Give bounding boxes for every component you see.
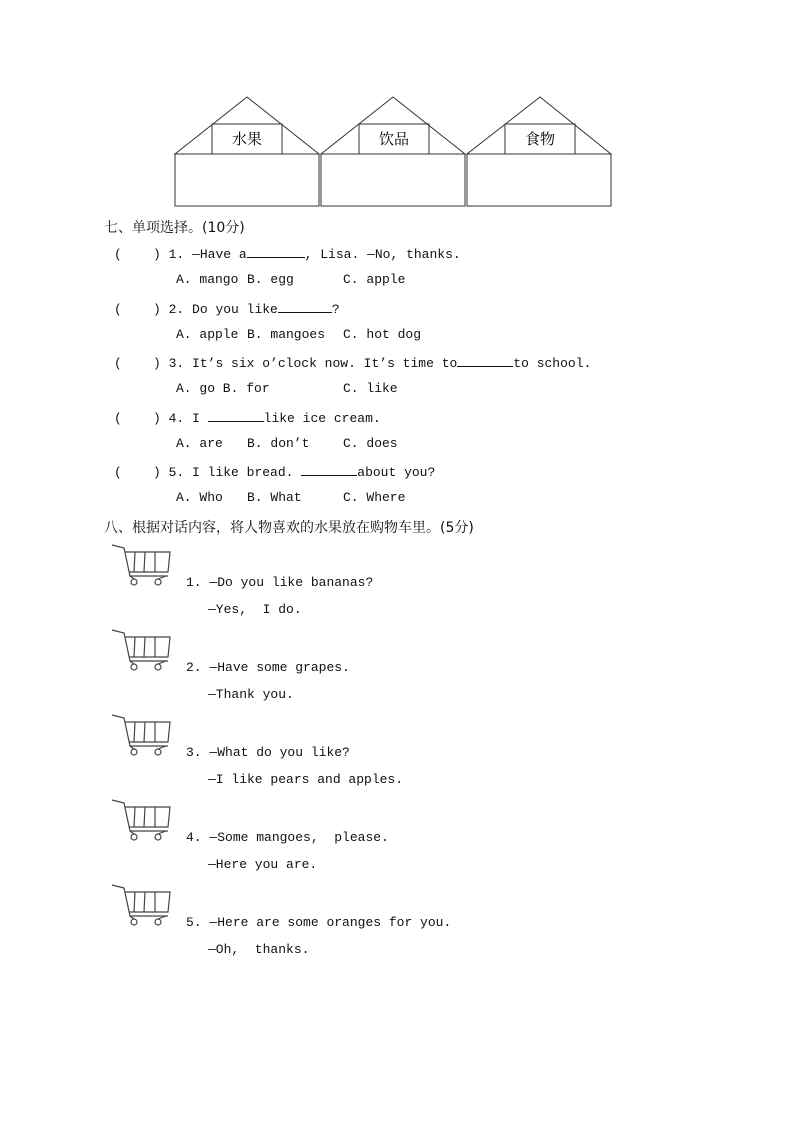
dialogue-2-line-2: —Thank you. xyxy=(208,687,294,702)
option-c: C. does xyxy=(343,436,398,451)
shopping-cart-icon[interactable] xyxy=(110,627,174,675)
dialogue-1-line-2: —Yes, I do. xyxy=(208,602,302,617)
question-text-pre: —Have a xyxy=(192,247,247,262)
dialogue-4-line-2: —Here you are. xyxy=(208,857,318,872)
house-label-drinks: 饮品 xyxy=(378,130,409,148)
question-text-post: to school. xyxy=(513,356,592,371)
dialogue-text: —Some mangoes, please. xyxy=(209,830,389,845)
dialogue-number: 5. xyxy=(186,915,202,930)
option-a: A. apple xyxy=(176,327,239,342)
house-body-2 xyxy=(321,154,465,206)
dialogue-text: —Have some grapes. xyxy=(209,660,350,675)
answer-blank[interactable] xyxy=(301,463,357,476)
question-text-post: like ice cream. xyxy=(263,411,381,426)
answer-blank[interactable] xyxy=(278,300,332,313)
shopping-cart-icon[interactable] xyxy=(110,797,174,845)
question-text-post: , Lisa. —No, thanks. xyxy=(304,247,461,262)
answer-paren[interactable]: ( ) xyxy=(114,247,161,262)
house-label-food: 食物 xyxy=(524,130,555,148)
house-body-1 xyxy=(175,154,319,206)
option-b: B. don’t xyxy=(247,436,310,451)
shopping-cart-icon[interactable] xyxy=(110,542,174,590)
option-a: A. mango xyxy=(176,272,239,287)
question-number: 2. xyxy=(168,302,185,317)
answer-paren[interactable]: ( ) xyxy=(114,302,161,317)
option-b: B. egg xyxy=(247,272,294,287)
dialogue-text: —Here are some oranges for you. xyxy=(209,915,452,930)
dialogue-5-line-2: —Oh, thanks. xyxy=(208,942,310,957)
answer-blank[interactable] xyxy=(247,245,305,258)
answer-paren[interactable]: ( ) xyxy=(114,356,161,371)
dialogue-text: —Do you like bananas? xyxy=(209,575,374,590)
dialogue-text: —What do you like? xyxy=(209,745,350,760)
option-c: C. hot dog xyxy=(343,327,422,342)
question-number: 5. xyxy=(168,465,185,480)
dialogue-number: 3. xyxy=(186,745,202,760)
answer-blank[interactable] xyxy=(457,354,513,367)
option-a: A. Who xyxy=(176,490,223,505)
dialogue-3-line-1 xyxy=(186,745,350,760)
question-text-post: about you? xyxy=(357,465,436,480)
question-1 xyxy=(114,245,461,262)
dialogue-number: 2. xyxy=(186,660,202,675)
question-5 xyxy=(114,463,435,480)
dialogue-1-line-1 xyxy=(186,575,373,590)
answer-paren[interactable]: ( ) xyxy=(114,411,161,426)
question-4 xyxy=(114,409,381,426)
answer-blank[interactable] xyxy=(208,409,264,422)
dialogue-3-line-2: —I like pears and apples. xyxy=(208,772,404,787)
question-text-pre: It’s six o’clock now. It’s time to xyxy=(192,356,458,371)
dialogue-4-line-1 xyxy=(186,830,389,845)
option-a-b: A. go B. for xyxy=(176,381,270,396)
option-a: A. are xyxy=(176,436,223,451)
answer-paren[interactable]: ( ) xyxy=(114,465,161,480)
section-7-title: 七、单项选择。(10分) xyxy=(104,220,245,236)
option-b: B. mangoes xyxy=(247,327,326,342)
question-text-pre: I xyxy=(192,411,208,426)
shopping-cart-icon[interactable] xyxy=(110,712,174,760)
dialogue-2-line-1 xyxy=(186,660,350,675)
option-c: C. Where xyxy=(343,490,406,505)
dialogue-number: 4. xyxy=(186,830,202,845)
option-c: C. apple xyxy=(343,272,406,287)
question-number: 4. xyxy=(168,411,185,426)
question-text-pre: Do you like xyxy=(192,302,278,317)
dialogue-5-line-1 xyxy=(186,915,451,930)
option-c: C. like xyxy=(343,381,398,396)
section-8-title: 八、根据对话内容，将人物喜欢的水果放在购物车里。(5分) xyxy=(104,520,474,536)
dialogue-number: 1. xyxy=(186,575,202,590)
option-b: B. What xyxy=(247,490,302,505)
question-text-post: ? xyxy=(331,302,340,317)
question-number: 1. xyxy=(168,247,185,262)
house-label-fruit: 水果 xyxy=(231,130,262,148)
question-2 xyxy=(114,300,340,317)
category-houses xyxy=(172,95,614,209)
question-3 xyxy=(114,354,591,371)
question-number: 3. xyxy=(168,356,185,371)
shopping-cart-icon[interactable] xyxy=(110,882,174,930)
house-body-3 xyxy=(467,154,611,206)
question-text-pre: I like bread. xyxy=(192,465,302,480)
